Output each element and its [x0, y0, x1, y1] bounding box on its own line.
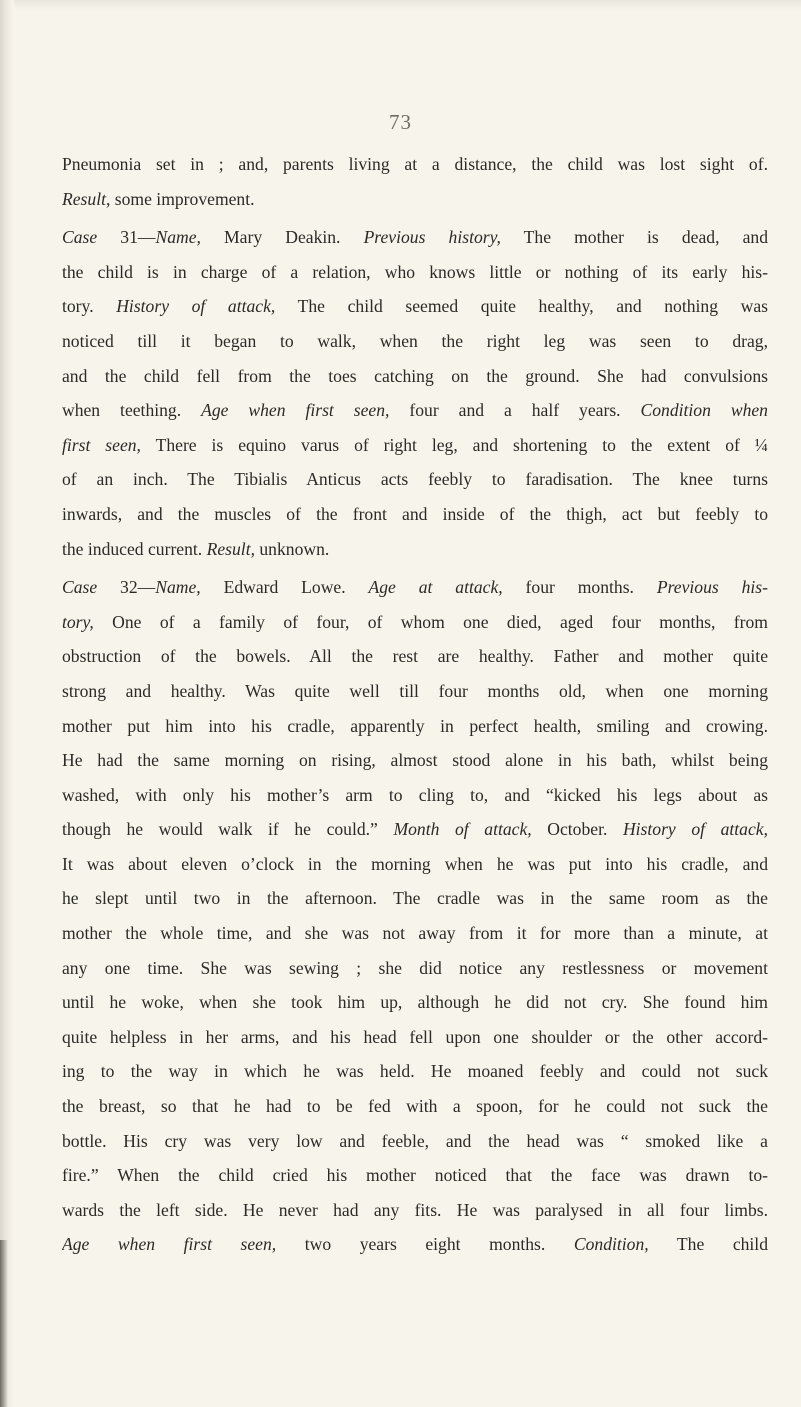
text-line — [62, 1124, 768, 1159]
text-line — [62, 147, 768, 182]
text-line — [62, 182, 768, 217]
text-line — [62, 1158, 768, 1193]
text-line — [62, 639, 768, 674]
text-run: four months. — [502, 577, 657, 598]
text-run: washed, with only his mother’s arm to cling to, and “kicked his legs about as — [62, 784, 768, 805]
text-run: There is equino varus of right leg, and shortening to the extent of ¼ — [140, 434, 768, 455]
text-run: quite helpless in her arms, and his head fell upon one shoulder or the other accord- — [62, 1026, 768, 1047]
italic-label: History of attack, — [622, 819, 768, 840]
text-line — [62, 812, 768, 847]
italic-label: first seen, — [62, 434, 141, 455]
text-run: 31— — [97, 227, 156, 248]
text-run: any one time. She was sewing ; she did notice any restlessness or movement — [62, 957, 768, 978]
text-run: until he woke, when she took him up, although he did not cry. She found him — [62, 992, 768, 1013]
text-run: fire.” When the child cried his mother noticed that the face was drawn to- — [62, 1165, 768, 1186]
italic-label: Condition, — [573, 1234, 649, 1255]
italic-label: Case — [62, 227, 98, 248]
italic-label: Result, — [206, 538, 255, 559]
text-run: some improvement. — [110, 188, 255, 209]
italic-label: Previous his- — [656, 577, 768, 598]
text-run: bottle. His cry was very low and feeble, and the head was “ smoked like a — [62, 1130, 768, 1151]
text-run: Mary Deakin. — [200, 227, 364, 248]
text-line — [62, 324, 768, 359]
text-run: and the child fell from the toes catching on the ground. She had convulsions — [62, 365, 768, 386]
text-line — [62, 881, 768, 916]
italic-label: Month of attack, — [393, 819, 532, 840]
text-run: the induced current. — [62, 538, 207, 559]
italic-label: tory, — [62, 611, 94, 632]
text-run: obstruction of the bowels. All the rest are healthy. Father and mother quite — [62, 646, 768, 667]
text-run: The child seemed quite healthy, and nothing was — [275, 296, 768, 317]
italic-label: Name, — [155, 227, 201, 248]
text-run: of an inch. The Tibialis Anticus acts feebly to faradisation. The knee turns — [62, 469, 768, 490]
text-line — [62, 570, 768, 605]
text-line — [62, 255, 768, 290]
text-run: tory. — [62, 296, 117, 317]
text-run: unknown. — [254, 538, 330, 559]
text-run: October. — [531, 819, 623, 840]
text-line — [62, 605, 768, 640]
text-run: One of a family of four, of whom one died, aged four months, from — [93, 611, 768, 632]
text-run: the child is in charge of a relation, who knows little or nothing of its early his- — [62, 261, 768, 282]
text-line — [62, 1020, 768, 1055]
text-line — [62, 847, 768, 882]
text-line — [62, 532, 768, 567]
text-line — [62, 1054, 768, 1089]
text-run: he slept until two in the afternoon. The cradle was in the same room as the — [62, 888, 768, 909]
text-line — [62, 709, 768, 744]
italic-label: Case — [62, 577, 98, 598]
italic-label: History of attack, — [116, 296, 276, 317]
italic-label: Age at attack, — [368, 577, 503, 598]
text-line — [62, 220, 768, 255]
text-line — [62, 1227, 768, 1262]
text-run: inwards, and the muscles of the front and inside of the thigh, act but feebly to — [62, 503, 768, 524]
italic-label: Age when first seen, — [62, 1234, 277, 1255]
italic-label: Name, — [155, 577, 201, 598]
text-run: when teething. — [62, 400, 202, 421]
text-run: It was about eleven o’clock in the morning when he was put into his cradle, and — [62, 853, 768, 874]
italic-label: Previous history, — [363, 227, 501, 248]
text-line — [62, 985, 768, 1020]
text-line — [62, 428, 768, 463]
page-number: 73 — [389, 110, 412, 134]
text-line — [62, 674, 768, 709]
text-run: Pneumonia set in ; and, parents living at a distance, the child was lost sight of. — [62, 154, 768, 174]
text-run: The mother is dead, and — [500, 227, 768, 248]
text-run: noticed till it began to walk, when the right leg was seen to drag, — [62, 330, 768, 351]
text-line — [62, 1193, 768, 1228]
text-run: wards the left side. He never had any fits. He was paralysed in all four limbs. — [62, 1199, 768, 1220]
text-line — [62, 497, 768, 532]
text-run: the breast, so that he had to be fed with a spoon, for he could not suck the — [62, 1096, 768, 1117]
italic-label: Result, — [62, 188, 111, 209]
text-line — [62, 1089, 768, 1124]
text-run: though he would walk if he could.” — [62, 819, 394, 840]
text-run: 32— — [97, 577, 156, 598]
text-run: Edward Lowe. — [200, 577, 369, 598]
binding-shadow-dark — [0, 1240, 8, 1407]
text-run: mother put him into his cradle, apparently in perfect health, smiling and crowing. — [62, 715, 768, 736]
text-run: ing to the way in which he was held. He moaned feebly and could not suck — [62, 1061, 768, 1082]
binding-shadow — [0, 0, 14, 1407]
text-run: He had the same morning on rising, almost stood alone in his bath, whilst being — [62, 750, 768, 771]
text-line — [62, 462, 768, 497]
text-line — [62, 359, 768, 394]
text-line — [62, 951, 768, 986]
text-line — [62, 778, 768, 813]
text-run: four and a half years. — [389, 400, 641, 421]
text-line — [62, 289, 768, 324]
italic-label: Age when first seen, — [201, 400, 390, 421]
text-run: The child — [648, 1234, 768, 1255]
text-run: mother the whole time, and she was not away from it for more than a minute, at — [62, 923, 768, 944]
text-line — [62, 393, 768, 428]
text-line — [62, 916, 768, 951]
page-text-body — [62, 147, 768, 1262]
text-run: strong and healthy. Was quite well till four months old, when one morning — [62, 680, 768, 701]
italic-label: Condition when — [640, 400, 768, 421]
text-line — [62, 743, 768, 778]
text-run: two years eight months. — [276, 1234, 574, 1255]
page-top-edge — [0, 0, 801, 10]
